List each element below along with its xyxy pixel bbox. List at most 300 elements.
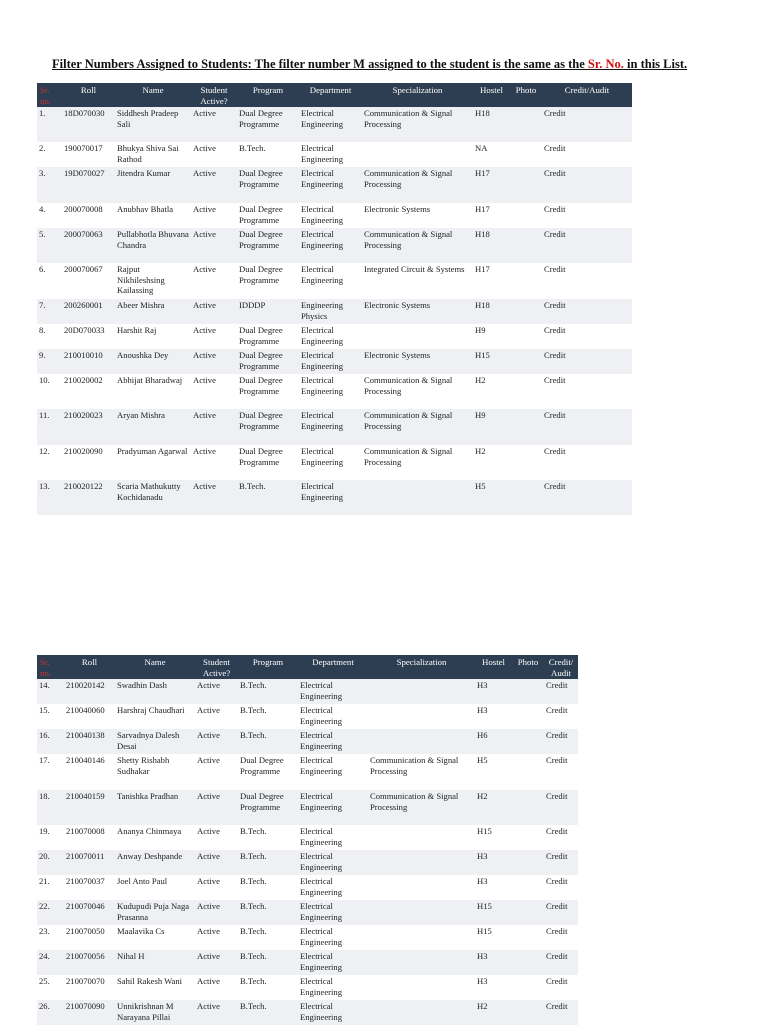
cell-department: Electrical Engineering	[298, 790, 368, 825]
title-text-end: in this List.	[623, 57, 688, 71]
cell-hostel: H18	[473, 107, 510, 142]
cell-photo	[512, 825, 544, 850]
table-row	[37, 875, 578, 900]
cell-roll: 210070037	[66, 876, 105, 886]
cell-sr-no: 22.	[37, 900, 64, 925]
cell-specialization	[362, 480, 473, 515]
cell-student-active: Active	[193, 204, 216, 214]
cell-credit-audit: Credit	[544, 143, 566, 153]
cell-name: Maalavika Cs	[117, 926, 165, 936]
header-roll: Roll	[64, 655, 115, 679]
cell-credit-audit: Credit	[546, 755, 568, 765]
cell-student-active: Active	[193, 325, 216, 335]
cell-roll: 210020023	[62, 409, 115, 445]
cell-roll: 200070067	[64, 264, 103, 274]
cell-photo	[512, 754, 544, 790]
cell-department: Electrical Engineering	[300, 826, 342, 847]
cell-hostel: H2	[475, 446, 486, 456]
cell-photo	[510, 263, 542, 299]
cell-department: Electrical Engineering	[298, 679, 368, 704]
table-header-row	[37, 83, 632, 107]
header-hostel: Hostel	[475, 655, 512, 679]
table-row	[37, 203, 632, 228]
title-text: Filter Numbers Assigned to Students: The filter number M assigned to the student is the same as the	[52, 57, 588, 71]
cell-hostel: H3	[477, 976, 488, 986]
table-row	[37, 754, 578, 790]
cell-photo	[510, 203, 542, 228]
cell-roll: 190070017	[64, 143, 103, 153]
cell-credit-audit: Credit	[544, 204, 566, 214]
cell-program: B.Tech.	[240, 826, 267, 836]
cell-sr-no: 16.	[37, 729, 64, 754]
cell-roll: 210020090	[64, 446, 103, 456]
cell-photo	[512, 704, 544, 729]
cell-sr-no: 24.	[37, 950, 64, 975]
header-name: Name	[115, 655, 195, 679]
cell-credit-audit: Credit	[544, 790, 578, 825]
cell-hostel: H2	[475, 1000, 512, 1025]
cell-roll: 210010010	[62, 349, 115, 374]
cell-sr-no: 19.	[39, 826, 50, 836]
cell-name: Scaria Mathukutty Kochidanadu	[115, 480, 191, 515]
cell-program: B.Tech.	[240, 926, 267, 936]
table-row	[37, 167, 632, 203]
cell-sr-no: 18.	[37, 790, 64, 825]
cell-photo	[510, 349, 542, 374]
cell-specialization: Communication & Signal Processing	[362, 409, 473, 445]
cell-name: Anway Deshpande	[115, 850, 195, 875]
cell-hostel: H3	[475, 950, 512, 975]
cell-credit-audit: Credit	[542, 299, 632, 324]
header-specialization: Specialization	[362, 83, 473, 107]
cell-sr-no: 23.	[39, 926, 50, 936]
cell-student-active: Active	[191, 480, 237, 515]
cell-credit-audit: Credit	[546, 705, 568, 715]
cell-hostel: H17	[473, 167, 510, 203]
cell-name: Pradyuman Agarwal	[117, 446, 188, 456]
cell-program: Dual Degree Programme	[239, 204, 283, 225]
cell-program: B.Tech.	[238, 900, 298, 925]
cell-roll: 18D070030	[62, 107, 115, 142]
cell-credit-audit: Credit	[544, 1000, 578, 1025]
cell-program: Dual Degree Programme	[238, 790, 298, 825]
cell-credit-audit: Credit	[542, 480, 632, 515]
cell-photo	[512, 900, 544, 925]
cell-specialization: Integrated Circuit & Systems	[364, 264, 465, 274]
cell-roll: 210040159	[64, 790, 115, 825]
cell-hostel: H9	[473, 409, 510, 445]
cell-specialization: Communication & Signal Processing	[362, 228, 473, 263]
cell-name: Joel Anto Paul	[117, 876, 168, 886]
cell-department: Engineering Physics	[299, 299, 362, 324]
header-sr-no: Sr. no.	[37, 83, 62, 107]
header-name: Name	[115, 83, 191, 107]
cell-department: Electrical Engineering	[300, 976, 342, 997]
cell-sr-no: 25.	[39, 976, 50, 986]
cell-specialization	[362, 142, 473, 167]
cell-roll: 210020122	[62, 480, 115, 515]
cell-specialization: Communication & Signal Processing	[370, 755, 459, 776]
cell-program: B.Tech.	[237, 480, 299, 515]
cell-program: Dual Degree Programme	[237, 107, 299, 142]
cell-department: Electrical Engineering	[299, 228, 362, 263]
cell-roll: 200260001	[62, 299, 115, 324]
cell-specialization	[368, 825, 475, 850]
cell-program: B.Tech.	[239, 143, 266, 153]
cell-department: Electrical Engineering	[299, 409, 362, 445]
cell-student-active: Active	[191, 299, 237, 324]
cell-credit-audit: Credit	[546, 876, 568, 886]
table-row	[37, 409, 632, 445]
cell-student-active: Active	[197, 876, 220, 886]
cell-photo	[510, 445, 542, 480]
cell-student-active: Active	[197, 926, 220, 936]
cell-name: Kudupudi Puja Naga Prasanna	[115, 900, 195, 925]
cell-photo	[512, 790, 544, 825]
cell-name: Nihal H	[115, 950, 195, 975]
cell-photo	[512, 679, 544, 704]
cell-credit-audit: Credit	[542, 167, 632, 203]
cell-roll: 210020142	[64, 679, 115, 704]
cell-photo	[510, 324, 542, 349]
cell-department: Electrical Engineering	[298, 729, 368, 754]
cell-name: Unnikrishnan M Narayana Pillai	[115, 1000, 195, 1025]
cell-name: Anubhav Bhatla	[117, 204, 174, 214]
cell-name: Rajput Nikhileshsing Kailassing	[117, 264, 165, 295]
cell-name: Swadhin Dash	[115, 679, 195, 704]
cell-sr-no: 11.	[37, 409, 62, 445]
cell-credit-audit: Credit	[544, 264, 566, 274]
cell-student-active: Active	[195, 729, 238, 754]
cell-photo	[512, 925, 544, 950]
cell-sr-no: 5.	[37, 228, 62, 263]
cell-roll: 210070070	[66, 976, 105, 986]
cell-program: Dual Degree Programme	[237, 167, 299, 203]
cell-name: Jitendra Kumar	[115, 167, 191, 203]
cell-hostel: H15	[473, 349, 510, 374]
cell-specialization	[368, 1000, 475, 1025]
cell-specialization	[368, 679, 475, 704]
cell-sr-no: 26.	[37, 1000, 64, 1025]
cell-department: Electrical Engineering	[300, 926, 342, 947]
header-hostel: Hostel	[473, 83, 510, 107]
title-highlight: Sr. No.	[587, 57, 624, 71]
table-row	[37, 142, 632, 167]
header-sr-no: Sr. no.	[37, 655, 64, 679]
cell-name: Harshraj Chaudhari	[117, 705, 185, 715]
cell-specialization: Communication & Signal Processing	[368, 790, 475, 825]
student-table-1	[37, 83, 632, 515]
cell-photo	[510, 167, 542, 203]
header-student-active: Student Active?	[191, 83, 237, 107]
cell-program: Dual Degree Programme	[240, 755, 284, 776]
cell-program: B.Tech.	[240, 976, 267, 986]
cell-sr-no: 8.	[39, 325, 46, 335]
cell-hostel: H9	[475, 325, 486, 335]
table-row	[37, 349, 632, 374]
header-specialization: Specialization	[368, 655, 475, 679]
cell-name: Abhijat Bharadwaj	[117, 375, 183, 385]
table-row	[37, 729, 578, 754]
cell-sr-no: 2.	[39, 143, 46, 153]
cell-department: Electrical Engineering	[300, 705, 342, 726]
header-credit-audit: Credit/Audit	[542, 83, 632, 107]
cell-student-active: Active	[193, 446, 216, 456]
cell-student-active: Active	[197, 705, 220, 715]
cell-hostel: H3	[475, 679, 512, 704]
cell-specialization	[368, 925, 475, 950]
cell-credit-audit: Credit	[544, 729, 578, 754]
cell-specialization	[368, 900, 475, 925]
cell-photo	[510, 480, 542, 515]
header-roll: Roll	[62, 83, 115, 107]
cell-student-active: Active	[191, 228, 237, 263]
cell-roll: 210070011	[64, 850, 115, 875]
cell-name: Aryan Mishra	[115, 409, 191, 445]
cell-hostel: H5	[477, 755, 488, 765]
cell-hostel: H3	[477, 876, 488, 886]
header-department: Department	[299, 83, 362, 107]
cell-photo	[510, 299, 542, 324]
cell-department: Electrical Engineering	[299, 480, 362, 515]
cell-roll: 19D070027	[62, 167, 115, 203]
cell-name: Abeer Mishra	[115, 299, 191, 324]
student-table-2	[37, 655, 578, 1025]
cell-department: Electrical Engineering	[299, 167, 362, 203]
cell-program: B.Tech.	[238, 729, 298, 754]
cell-roll: 210070056	[64, 950, 115, 975]
cell-credit-audit: Credit	[544, 375, 566, 385]
cell-roll: 20D070033	[64, 325, 105, 335]
cell-department: Electrical Engineering	[298, 900, 368, 925]
cell-specialization: Communication & Signal Processing	[364, 446, 453, 467]
cell-credit-audit: Credit	[542, 409, 632, 445]
header-program: Program	[237, 83, 299, 107]
cell-hostel: H3	[477, 705, 488, 715]
cell-credit-audit: Credit	[544, 679, 578, 704]
cell-credit-audit: Credit	[544, 446, 566, 456]
table-row	[37, 900, 578, 925]
cell-hostel: H3	[475, 850, 512, 875]
cell-sr-no: 9.	[37, 349, 62, 374]
cell-sr-no: 14.	[37, 679, 64, 704]
header-department: Department	[298, 655, 368, 679]
table-row	[37, 825, 578, 850]
cell-hostel: H18	[473, 299, 510, 324]
cell-student-active: Active	[197, 755, 220, 765]
cell-sr-no: 6.	[39, 264, 46, 274]
cell-roll: 210020002	[64, 375, 103, 385]
cell-program: Dual Degree Programme	[239, 375, 283, 396]
cell-photo	[512, 875, 544, 900]
cell-hostel: H18	[473, 228, 510, 263]
cell-sr-no: 21.	[39, 876, 50, 886]
cell-name: Bhukya Shiva Sai Rathod	[117, 143, 179, 164]
table-row	[37, 925, 578, 950]
cell-program: B.Tech.	[238, 850, 298, 875]
cell-photo	[510, 107, 542, 142]
cell-roll: 210040060	[66, 705, 105, 715]
cell-department: Electrical Engineering	[299, 107, 362, 142]
cell-student-active: Active	[191, 409, 237, 445]
cell-department: Electrical Engineering	[301, 325, 343, 346]
cell-department: Electrical Engineering	[301, 264, 343, 285]
cell-specialization: Communication & Signal Processing	[362, 167, 473, 203]
table-row	[37, 374, 632, 409]
cell-student-active: Active	[195, 790, 238, 825]
cell-sr-no: 1.	[37, 107, 62, 142]
cell-hostel: H5	[473, 480, 510, 515]
cell-student-active: Active	[193, 264, 216, 274]
cell-program: B.Tech.	[240, 876, 267, 886]
cell-credit-audit: Credit	[546, 826, 568, 836]
cell-credit-audit: Credit	[544, 900, 578, 925]
cell-photo	[512, 950, 544, 975]
cell-student-active: Active	[193, 143, 216, 153]
cell-credit-audit: Credit	[542, 349, 632, 374]
cell-roll: 210070090	[64, 1000, 115, 1025]
header-credit-audit: Credit/ Audit	[544, 655, 578, 679]
cell-program: Dual Degree Programme	[239, 325, 283, 346]
cell-roll: 210040146	[66, 755, 105, 765]
cell-program: Dual Degree Programme	[239, 446, 283, 467]
cell-roll: 200070008	[64, 204, 103, 214]
cell-program: Dual Degree Programme	[237, 349, 299, 374]
cell-photo	[512, 1000, 544, 1025]
cell-name: Siddhesh Pradeep Sali	[115, 107, 191, 142]
cell-department: Electrical Engineering	[298, 850, 368, 875]
table-row	[37, 480, 632, 515]
cell-specialization: Electronic Systems	[362, 349, 473, 374]
cell-specialization	[368, 729, 475, 754]
cell-student-active: Active	[197, 826, 220, 836]
cell-specialization	[368, 975, 475, 1000]
table-row	[37, 263, 632, 299]
cell-name: Sarvadnya Dalesh Desai	[115, 729, 195, 754]
cell-specialization: Communication & Signal Processing	[364, 375, 453, 396]
cell-photo	[512, 850, 544, 875]
cell-hostel: H2	[475, 375, 486, 385]
table-row	[37, 1000, 578, 1025]
table-header-row	[37, 655, 578, 679]
cell-specialization: Communication & Signal Processing	[362, 107, 473, 142]
cell-department: Electrical Engineering	[301, 143, 343, 164]
table-row	[37, 107, 632, 142]
cell-roll: 210070050	[66, 926, 105, 936]
cell-name: Tanishka Pradhan	[115, 790, 195, 825]
cell-name: Shetty Rishabh Sudhakar	[117, 755, 170, 776]
cell-department: Electrical Engineering	[298, 1000, 368, 1025]
cell-department: Electrical Engineering	[300, 755, 342, 776]
cell-photo	[510, 374, 542, 409]
cell-specialization: Electronic Systems	[362, 299, 473, 324]
cell-roll: 200070063	[62, 228, 115, 263]
table-row	[37, 228, 632, 263]
table-row	[37, 704, 578, 729]
cell-student-active: Active	[195, 850, 238, 875]
cell-roll: 210040138	[64, 729, 115, 754]
cell-credit-audit: Credit	[544, 850, 578, 875]
cell-credit-audit: Credit	[546, 976, 568, 986]
cell-program: B.Tech.	[238, 679, 298, 704]
cell-student-active: Active	[195, 1000, 238, 1025]
cell-hostel: H17	[475, 264, 490, 274]
cell-sr-no: 12.	[39, 446, 50, 456]
cell-photo	[512, 729, 544, 754]
cell-department: Electrical Engineering	[300, 876, 342, 897]
cell-hostel: NA	[475, 143, 488, 153]
table-row	[37, 790, 578, 825]
cell-department: Electrical Engineering	[301, 204, 343, 225]
cell-roll: 210070008	[66, 826, 105, 836]
cell-program: Dual Degree Programme	[237, 409, 299, 445]
cell-credit-audit: Credit	[546, 926, 568, 936]
cell-student-active: Active	[191, 349, 237, 374]
cell-sr-no: 15.	[39, 705, 50, 715]
table-row	[37, 445, 632, 480]
table-row	[37, 950, 578, 975]
cell-credit-audit: Credit	[542, 228, 632, 263]
cell-credit-audit: Credit	[542, 107, 632, 142]
header-program: Program	[238, 655, 298, 679]
table-row	[37, 975, 578, 1000]
cell-photo	[510, 409, 542, 445]
cell-roll: 210070046	[64, 900, 115, 925]
cell-program: Dual Degree Programme	[239, 264, 283, 285]
cell-hostel: H15	[475, 900, 512, 925]
cell-student-active: Active	[195, 679, 238, 704]
table-row	[37, 299, 632, 324]
cell-sr-no: 20.	[37, 850, 64, 875]
cell-student-active: Active	[195, 950, 238, 975]
header-photo: Photo	[512, 655, 544, 679]
table-row	[37, 850, 578, 875]
cell-sr-no: 4.	[39, 204, 46, 214]
header-photo: Photo	[510, 83, 542, 107]
cell-specialization	[368, 875, 475, 900]
cell-name: Ananya Chinmaya	[117, 826, 182, 836]
cell-hostel: H2	[475, 790, 512, 825]
cell-sr-no: 7.	[37, 299, 62, 324]
cell-sr-no: 10.	[39, 375, 50, 385]
cell-photo	[510, 228, 542, 263]
page-title	[52, 57, 752, 72]
cell-department: Electrical Engineering	[301, 446, 343, 467]
cell-student-active: Active	[193, 375, 216, 385]
cell-student-active: Active	[191, 167, 237, 203]
table-row	[37, 679, 578, 704]
cell-hostel: H15	[477, 926, 492, 936]
cell-department: Electrical Engineering	[298, 950, 368, 975]
cell-name: Harshit Raj	[117, 325, 157, 335]
cell-program: Dual Degree Programme	[237, 228, 299, 263]
cell-name: Anoushka Dey	[115, 349, 191, 374]
cell-program: IDDDP	[237, 299, 299, 324]
cell-sr-no: 13.	[37, 480, 62, 515]
cell-specialization	[368, 950, 475, 975]
cell-department: Electrical Engineering	[301, 375, 343, 396]
cell-student-active: Active	[191, 107, 237, 142]
cell-specialization: Electronic Systems	[364, 204, 431, 214]
cell-photo	[510, 142, 542, 167]
cell-student-active: Active	[197, 976, 220, 986]
cell-program: B.Tech.	[240, 705, 267, 715]
cell-specialization	[362, 324, 473, 349]
cell-specialization	[368, 704, 475, 729]
cell-name: Pullabhotla Bhuvana Chandra	[115, 228, 191, 263]
cell-specialization	[368, 850, 475, 875]
cell-department: Electrical Engineering	[299, 349, 362, 374]
